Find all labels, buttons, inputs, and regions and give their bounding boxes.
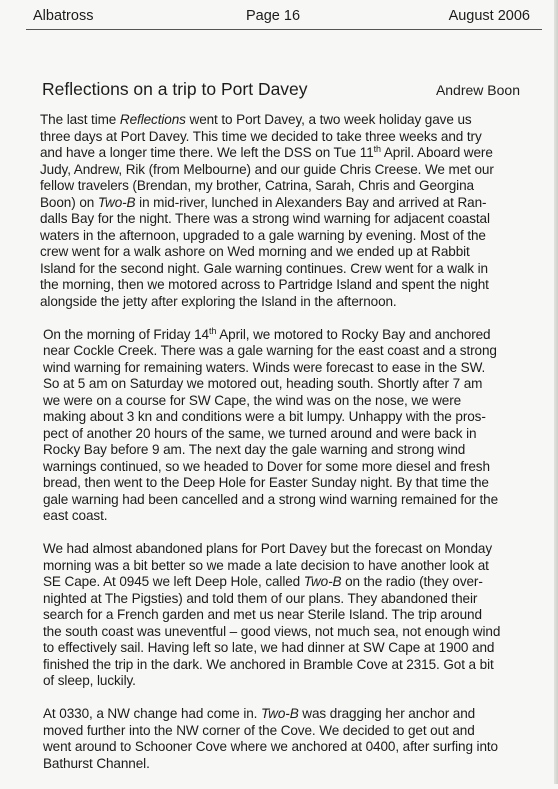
text-line: making about 3 kn and conditions were a bit lumpy. Unhappy with the pros-: [43, 409, 486, 424]
text-line: [40, 112, 520, 129]
text-line: morning was a bit better so we made a late decision to have another look at: [43, 557, 489, 573]
text-line: So at 5 am on Saturday we motored out, heading south. Shortly after 7 am: [43, 376, 483, 391]
text-line: finished the trip in the dark. We anchored in Bramble Cove at 2315. Got a bit: [43, 656, 494, 672]
paragraph-2: [40, 327, 520, 525]
text-line: Judy, Andrew, Rik (from Melbourne) and our guide Chris Creese. We met our: [40, 161, 494, 177]
text-line: nighted at The Pigsties) and told them of our plans. They abandoned their: [43, 590, 478, 606]
text-line: Bathurst Channel.: [43, 755, 150, 771]
text-run: went to Port Davey, a two week holiday gave us: [185, 112, 472, 127]
text-run: The last time: [40, 112, 120, 127]
paragraph-1: [40, 112, 520, 310]
text-line: Rocky Bay before 9 am. The next day the gale warning and strong wind: [43, 442, 466, 457]
text-line: the south coast was uneventful – good views, not much sea, not enough wind: [43, 623, 501, 639]
text-line: the morning, then we motored across to Partridge Island and spent the night: [40, 277, 489, 292]
text-line: [43, 574, 520, 591]
text-line: of sleep, luckily.: [43, 673, 136, 688]
issue-date: August 2006: [448, 8, 530, 24]
text-line: near Cockle Creek. There was a gale warning for the east coast and a strong: [43, 343, 497, 358]
text-run: SE Cape. At 0945 we left Deep Hole, called: [43, 574, 304, 589]
text-line: [40, 145, 520, 162]
text-run: On the morning of Friday 14: [43, 326, 209, 342]
text-line: to effectively sail. Having left so late, we had dinner at SW Cape at 1900 and: [43, 640, 495, 655]
text-line: warnings continued, so we headed to Dover for some more diesel and fresh: [43, 458, 490, 474]
text-line: waters in the afternoon, upgraded to a gale warning by evening. Most of the: [40, 227, 486, 243]
text-run: was dragging her anchor and: [298, 706, 476, 721]
paragraph-4: [40, 706, 520, 772]
text-line: fellow travelers (Brendan, my brother, Catrina, Sarah, Chris and Georgina: [40, 178, 474, 193]
page-edge-shadow: [554, 0, 558, 784]
article-author: Andrew Boon: [435, 82, 520, 98]
text-line: gale warning had been cancelled and a strong wind warning remained for the: [43, 491, 499, 507]
text-line: we were on a course for SW Cape, the wind was on the nose, we were: [43, 392, 462, 408]
text-line: pect of another 20 hours of the same, we turned around and were back in: [43, 425, 477, 441]
text-line: went around to Schooner Cove where we anchored at 0400, after surfing into: [43, 739, 498, 754]
article-body: [40, 112, 520, 789]
boat-name: Two-B: [303, 574, 342, 589]
publication-name: Albatross: [33, 8, 94, 24]
boat-name: Reflections: [119, 112, 186, 127]
boat-name: Two-B: [261, 706, 299, 721]
text-run: Boon) on: [40, 194, 98, 210]
text-line: Island for the second night. Gale warning continues. Crew went for a walk in: [40, 260, 488, 276]
ordinal-suffix: th: [208, 325, 217, 336]
header-divider: [26, 29, 542, 30]
page-header: [0, 0, 558, 38]
text-line: three days at Port Davey. This time we decided to take three weeks and try: [40, 128, 482, 144]
page-number: Page 16: [246, 8, 301, 24]
text-run: April, we motored to Rocky Bay and anchored: [216, 326, 491, 342]
text-line: wind warning for remaining waters. Winds were forecast to ease in the SW.: [43, 359, 486, 375]
text-line: We had almost abandoned plans for Port Davey but the forecast on Monday: [43, 541, 493, 556]
text-run: and have a longer time there. We left the DSS on Tue 11: [40, 145, 374, 160]
text-line: alongside the jetty after exploring the Island in the afternoon.: [40, 293, 397, 309]
boat-name: Two-B: [97, 194, 136, 210]
text-line: bread, then went to the Deep Hole for Easter Sunday night. By that time the: [43, 475, 489, 490]
text-line: [40, 195, 520, 212]
text-run: in mid-river, lunched in Alexanders Bay and arrived at Ran-: [135, 194, 487, 210]
text-run: At 0330, a NW change had come in.: [43, 706, 261, 721]
text-line: east coast.: [43, 508, 108, 523]
text-run: on the radio (they over-: [341, 574, 483, 589]
text-line: [43, 327, 520, 344]
paragraph-3: [40, 541, 520, 690]
article-title: Reflections on a trip to Port Davey: [42, 79, 308, 99]
ordinal-suffix: th: [373, 144, 381, 154]
text-run: April. Aboard were: [380, 145, 493, 160]
text-line: crew went for a walk ashore on Wed morning and we ended up at Rabbit: [40, 244, 470, 259]
text-line: dalls Bay for the night. There was a strong wind warning for adjacent coastal: [40, 211, 490, 226]
text-line: search for a French garden and met us near Sterile Island. The trip around: [43, 607, 482, 622]
text-line: [43, 706, 520, 723]
text-line: moved further into the NW corner of the Cove. We decided to get out and: [43, 722, 475, 738]
